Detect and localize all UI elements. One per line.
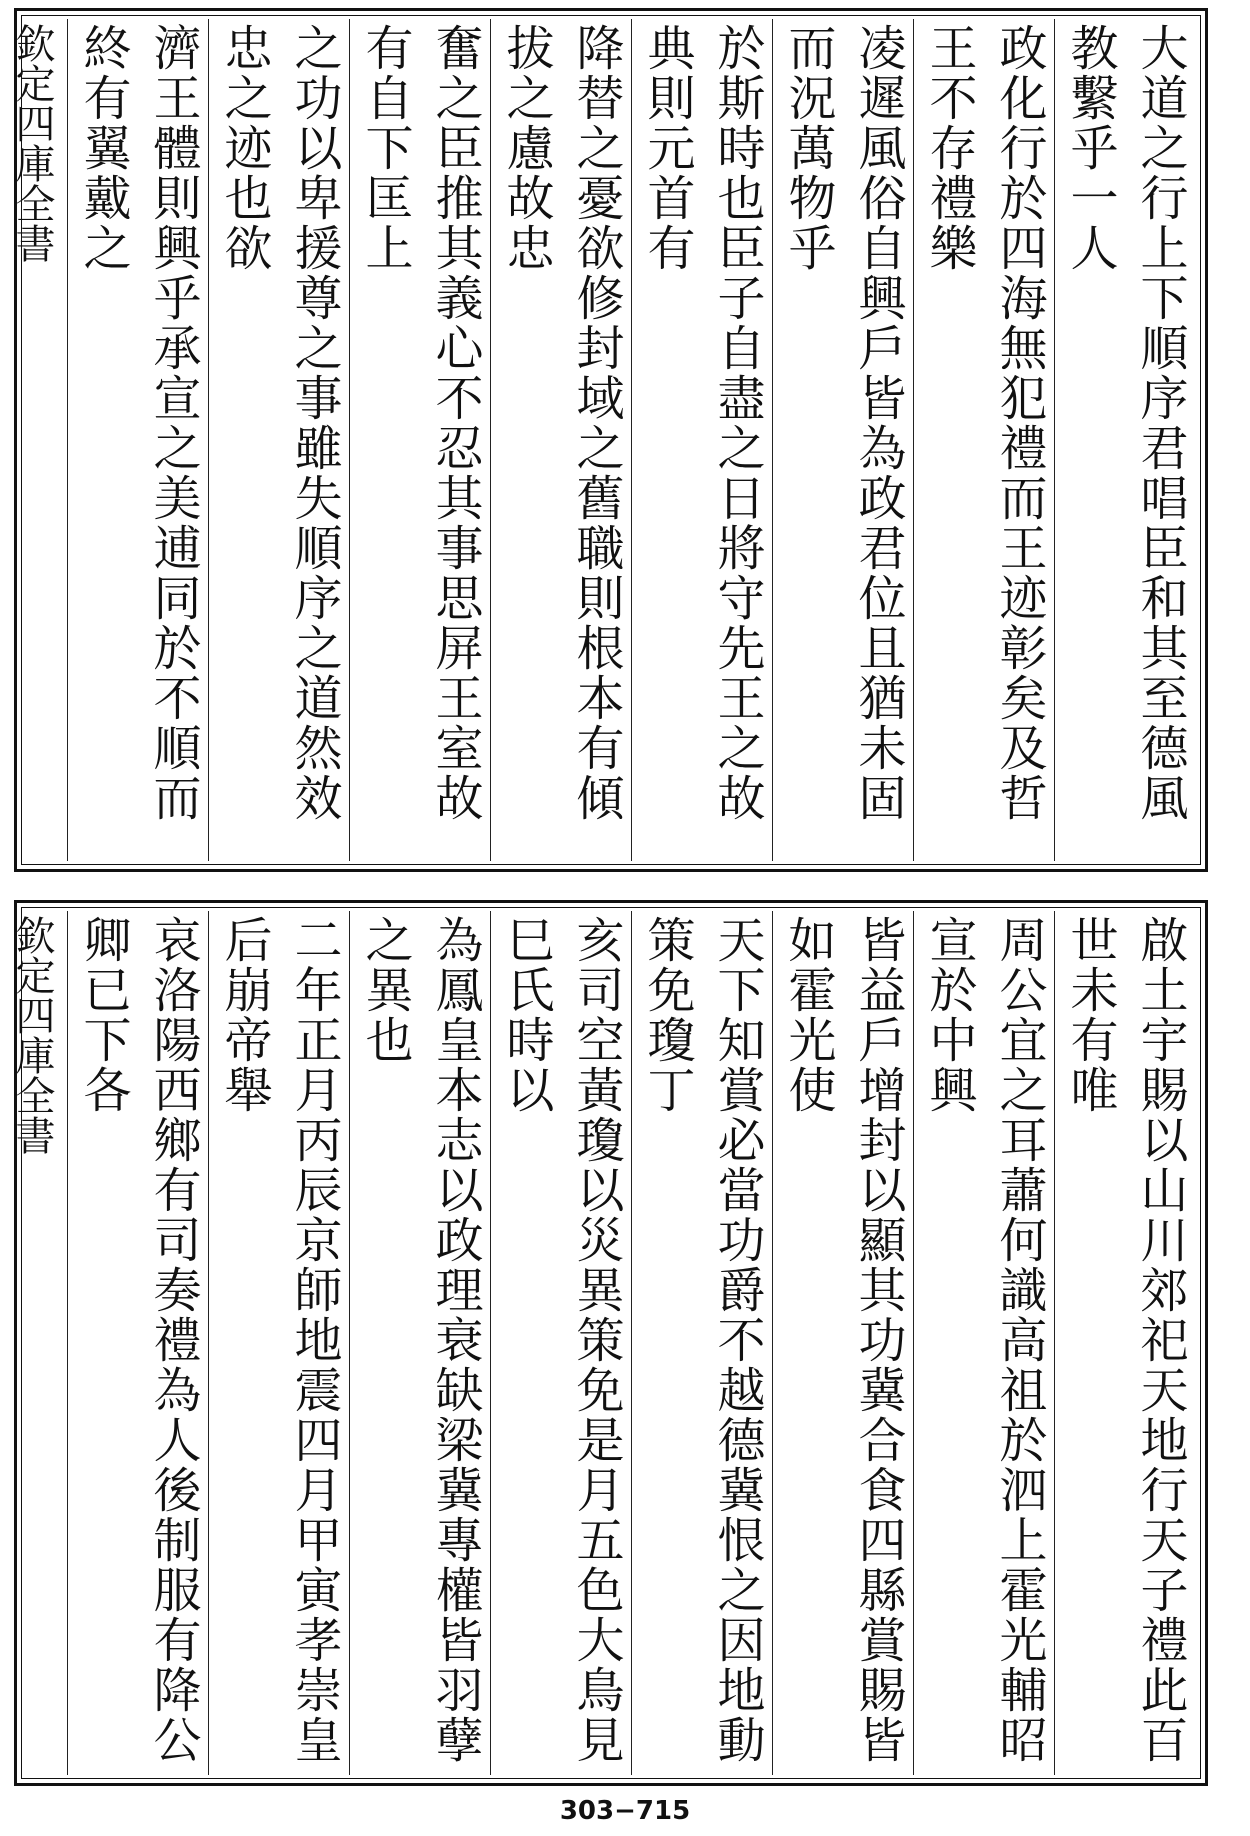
upper-page (9, 8, 1208, 872)
page-footer-number: 303−715 (559, 1796, 691, 1826)
text-column: 為鳳皇本志以政理衰缺梁冀專權皆羽孽之異也 (350, 911, 491, 1775)
upper-columns (9, 19, 1195, 861)
lower-columns (9, 911, 1195, 1775)
text-column: 濟王體則興乎承宣之美逋同於不順而終有翼戴之 (68, 19, 209, 861)
text-column: 二年正月丙辰京師地震四月甲寅孝崇皇后崩帝舉 (209, 911, 350, 1775)
fold-title: 欽定四庫全書 (9, 915, 55, 1155)
text-column: 皆益戶增封以顯其功冀合食四縣賞賜皆如霍光使 (773, 911, 914, 1775)
text-column: 亥司空黃瓊以災異策免是月五色大鳥見巳氏時以 (491, 911, 632, 1775)
center-fold-column (0, 911, 68, 1775)
text-column: 周公宜之耳蕭何識高祖於泗上霍光輔昭宣於中興 (914, 911, 1055, 1775)
text-column: 大道之行上下順序君唱臣和其至德風教繫乎一人 (1062, 23, 1188, 823)
fold-title: 欽定四庫全書 (9, 23, 55, 263)
text-column: 於斯時也臣子自盡之日將守先王之故典則元首有 (632, 19, 773, 861)
text-column: 之功以卑援尊之事雖失順序之道然效忠之迹也欲 (209, 19, 350, 861)
text-column: 天下知賞必當功爵不越德冀恨之因地動策免瓊丁 (632, 911, 773, 1775)
text-column: 奮之臣推其義心不忍其事思屏王室故有自下匡上 (350, 19, 491, 861)
text-column: 政化行於四海無犯禮而王迹彰矣及哲王不存禮樂 (914, 19, 1055, 861)
text-column: 哀洛陽西鄉有司奏禮為人後制服有降公卿已下各 (68, 911, 209, 1775)
text-column: 凌遲風俗自興戶皆為政君位且猶未固而況萬物乎 (773, 19, 914, 861)
center-fold-column (0, 19, 68, 861)
text-column: 降替之憂欲修封域之舊職則根本有傾拔之慮故忠 (491, 19, 632, 861)
text-column: 啟土宇賜以山川郊祀天地行天子禮此百世未有唯 (1062, 915, 1188, 1765)
lower-page (9, 900, 1208, 1786)
